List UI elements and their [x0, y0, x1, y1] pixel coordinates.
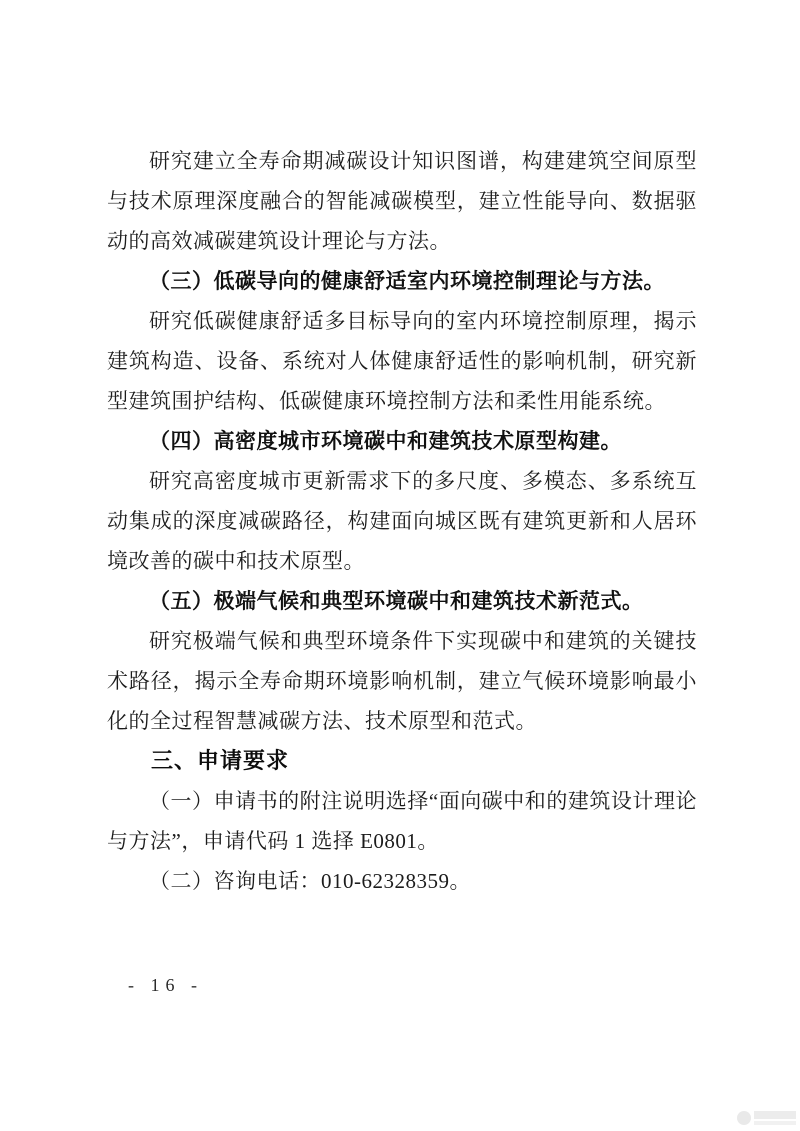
watermark-text-lines: [754, 1111, 796, 1125]
section-subheading-3: （三）低碳导向的健康舒适室内环境控制理论与方法。: [149, 269, 665, 293]
page-number: - 16 -: [128, 975, 203, 995]
paragraph-research-3: 研究高密度城市更新需求下的多尺度、多模态、多系统互动集成的深度减碳路径，构建面向城区既有建筑更新和人居环境改善的碳中和技术原型。: [107, 469, 697, 573]
paragraph-requirement-1: （一）申请书的附注说明选择“面向碳中和的建筑设计理论与方法”，申请代码 1 选择 E0801。: [107, 789, 697, 853]
section-subheading-4: （四）高密度城市环境碳中和建筑技术原型构建。: [149, 429, 622, 453]
watermark-logo: [737, 1111, 796, 1125]
paragraph-research-2: 研究低碳健康舒适多目标导向的室内环境控制原理，揭示建筑构造、设备、系统对人体健康舒适性的影响机制，研究新型建筑围护结构、低碳健康环境控制方法和柔性用能系统。: [107, 309, 697, 413]
paragraph-research-1: 研究建立全寿命期减碳设计知识图谱，构建建筑空间原型与技术原理深度融合的智能减碳模型，建立性能导向、数据驱动的高效减碳建筑设计理论与方法。: [107, 149, 697, 253]
watermark-icon: [737, 1111, 751, 1125]
section-heading-application-requirements: 三、申请要求: [151, 748, 290, 773]
document-body: [107, 141, 697, 901]
paragraph-requirement-2: （二）咨询电话：010-62328359。: [149, 869, 471, 893]
paragraph-research-4: 研究极端气候和典型环境条件下实现碳中和建筑的关键技术路径，揭示全寿命期环境影响机制，建立气候环境影响最小化的全过程智慧减碳方法、技术原型和范式。: [107, 629, 697, 733]
section-subheading-5: （五）极端气候和典型环境碳中和建筑技术新范式。: [149, 589, 644, 613]
